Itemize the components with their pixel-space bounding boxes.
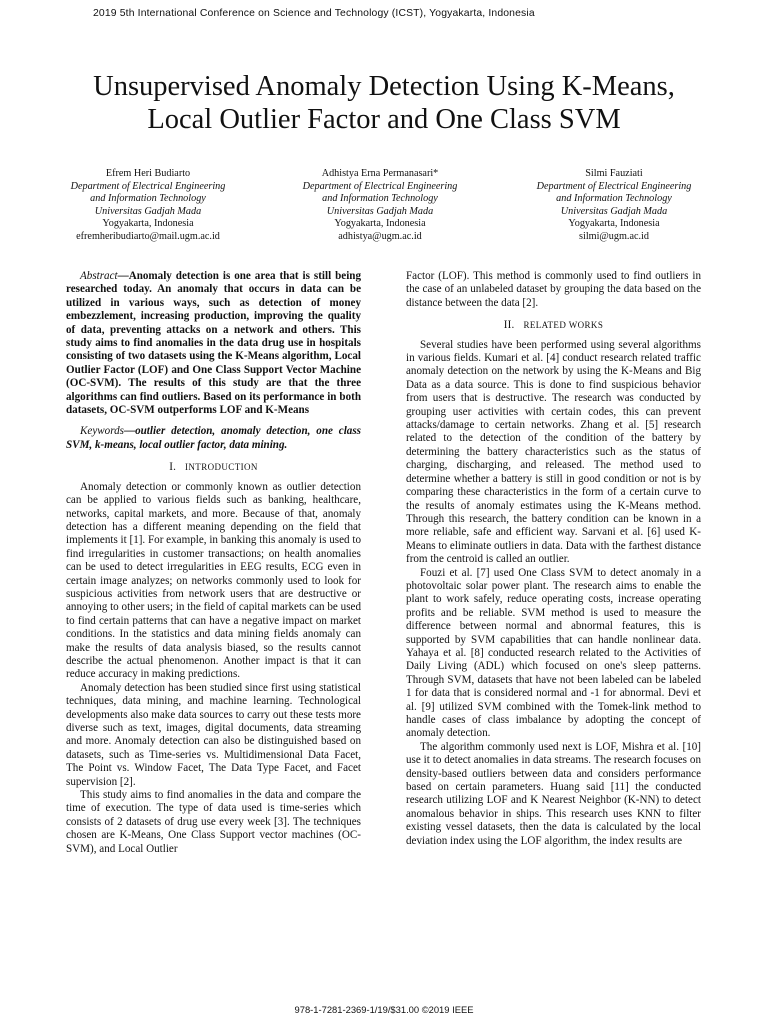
section-heading-introduction	[66, 461, 361, 474]
title-line-2: Local Outlier Factor and One Class SVM	[147, 104, 621, 135]
left-column	[66, 270, 361, 856]
author-name: Efrem Heri Budiarto	[105, 168, 191, 179]
keywords	[66, 425, 361, 452]
author-email: adhistya@ugm.ac.id	[338, 230, 422, 242]
author-university: Universitas Gadjah Mada	[94, 205, 202, 217]
author-block-3	[499, 168, 729, 244]
keywords-label: Keywords	[80, 425, 124, 438]
author-email: efremheribudiarto@mail.ugm.ac.id	[76, 230, 220, 242]
author-name: Adhistya Erna Permanasari*	[321, 168, 439, 179]
keywords-text: —outlier detection, anomaly detection, one class SVM, k-means, local outlier factor, data mining.	[66, 425, 361, 451]
author-location: Yogyakarta, Indonesia	[102, 218, 194, 230]
conference-header: 2019 5th International Conference on Science and Technology (ICST), Yogyakarta, Indonesia	[93, 8, 535, 19]
author-dept: Department of Electrical Engineering	[70, 180, 226, 192]
title-line-1: Unsupervised Anomaly Detection Using K-Means,	[93, 71, 675, 102]
abstract	[66, 270, 361, 417]
paragraph: Anomaly detection has been studied since first using statistical techniques, data mining, and machine learning. Technological developments also make data sources to carry out these tests more diverse such as text, images, digital documents, data streaming and more. Anomaly detection can also be distinguished based on datasets, such as Time-series vs. Multidimensional Data Facet, The Point vs. Window Facet, The Data Type Facet, and Facet supervision [2].	[66, 681, 361, 788]
author-dept: Department of Electrical Engineering	[536, 180, 692, 192]
section-title: RELATED WORKS	[523, 320, 604, 331]
author-university: Universitas Gadjah Mada	[560, 205, 668, 217]
section-heading-related-works	[406, 319, 701, 332]
abstract-label: Abstract	[80, 270, 118, 282]
author-location: Yogyakarta, Indonesia	[334, 218, 426, 230]
section-number: II.	[503, 319, 515, 332]
section-number: I.	[169, 461, 177, 474]
paper-title	[0, 70, 768, 136]
author-dept: Department of Electrical Engineering	[302, 180, 458, 192]
section-title: INTRODUCTION	[185, 462, 258, 473]
author-name: Silmi Fauziati	[585, 168, 643, 179]
author-location: Yogyakarta, Indonesia	[568, 218, 660, 230]
paragraph: Factor (LOF). This method is commonly used to find outliers in the case of an unlabeled dataset by grouping the data based on the distance between the data [2].	[406, 270, 701, 309]
author-dept: and Information Technology	[90, 193, 206, 205]
paragraph: Anomaly detection or commonly known as outlier detection can be applied to various fields such as banking, healthcare, networks, capital markets, and more. Because of that, anomaly detection has a different meaning depending on the field that implements it [1]. For example, in banking this anomaly is used to find irregularities in customer transactions; on health anomalies can be used to detect irregularities in EEG results, ECG even in certain image analyzes; on networks commonly used to look for suspicious activities from network users that are destructive or annoying to other users; in the field of capital markets can be used to find certain patterns that can have a negative impact on market conditions. In the statistics and data mining fields anomaly can make the results of data analysis biased, so the results cannot describe the actual phenomenon. Another impact is that it can reduce accuracy in making predictions.	[66, 480, 361, 681]
paragraph: Fouzi et al. [7] used One Class SVM to detect anomaly in a photovoltaic solar power plant. The research aims to enable the plant to work safely, reduce operating costs, increase operating profits and be reliable. SVM method is used to measure the difference between normal and abnormal features, this is supported by SVM capabilities that can handle nonlinear data. Yahaya et al. [8] conducted research related to the Activities of Daily Living (ADL) which focused on one's sleep patterns. Through SVM, datasets that have not been labeled can be labeled 1 for data that is considered normal and -1 for abnormal. Devi et al. [9] utilized SVM combined with the Tomek-link method to handle cases of class imbalance by adopting the concept of anomaly detection.	[406, 566, 701, 740]
author-block-2	[265, 168, 495, 244]
paragraph: Several studies have been performed using several algorithms in various fields. Kumari et al. [4] conduct research related traffic anomaly detection on the network by using the K-Means and Big Data as a data source. This is done to find suspicious behavior from users that is destructive. The research was conducted by grouping user activities with certain codes, this can prevent attacks/damage to certain networks. Zhang et al. [5] research related to the detection of the condition of the battery by determining the battery characteristics such as the status of charging, discharging, and released. The method used to determine whether a battery is still in good condition or not is by comparing these characteristics in the form of a certain curve to the results of anomaly estimates using the K-Means method. Through this research, the battery condition can be known in a more reliable, safe and efficient way. Sarvani et al. [6] used K-Means to eliminate outliers in data. Data with the farthest distance from the centroid is called an outlier.	[406, 338, 701, 566]
paragraph: This study aims to find anomalies in the data and compare the time of execution. The type of data used is time-series which consists of 2 datasets of drug use every week [3]. The techniques chosen are K-Means, One Class Support vector machines (OC-SVM), and Local Outlier	[66, 789, 361, 855]
author-dept: and Information Technology	[556, 193, 672, 205]
author-dept: and Information Technology	[322, 193, 438, 205]
author-university: Universitas Gadjah Mada	[326, 205, 434, 217]
author-block-1	[33, 168, 263, 244]
right-column	[406, 270, 701, 848]
copyright-footer: 978-1-7281-2369-1/19/$31.00 ©2019 IEEE	[294, 1004, 474, 1015]
author-email: silmi@ugm.ac.id	[579, 230, 649, 242]
abstract-text: —Anomaly detection is one area that is still being researched today. An anomaly that occurs in data can be utilized in various ways, such as detection of money embezzlement, increasing production, improving the quality of data, preventing attacks on a network and others. This study aims to find anomalies in the data drug use in hospitals consisting of two datasets using the K-Means algorithm, Local Outlier Factor (LOF) and One Class Support Vector Machine (OC-SVM). The results of this study are that the three algorithms can find outliers. Based on its performance in both datasets, OC-SVM outperforms LOF and K-Means	[66, 270, 361, 417]
paragraph: The algorithm commonly used next is LOF, Mishra et al. [10] use it to detect anomalies in data streams. The research focuses on density-based outliers between data and considers performance based on certain parameters. Huang said [11] the conducted research utilizing LOF and K Nearest Neighbor (K-NN) to detect anomalous behavior in ships. This research uses KNN to filter existing vessel datasets, then the data is calculated by the local deviation index using the LOF algorithm, the index results are	[406, 740, 701, 847]
